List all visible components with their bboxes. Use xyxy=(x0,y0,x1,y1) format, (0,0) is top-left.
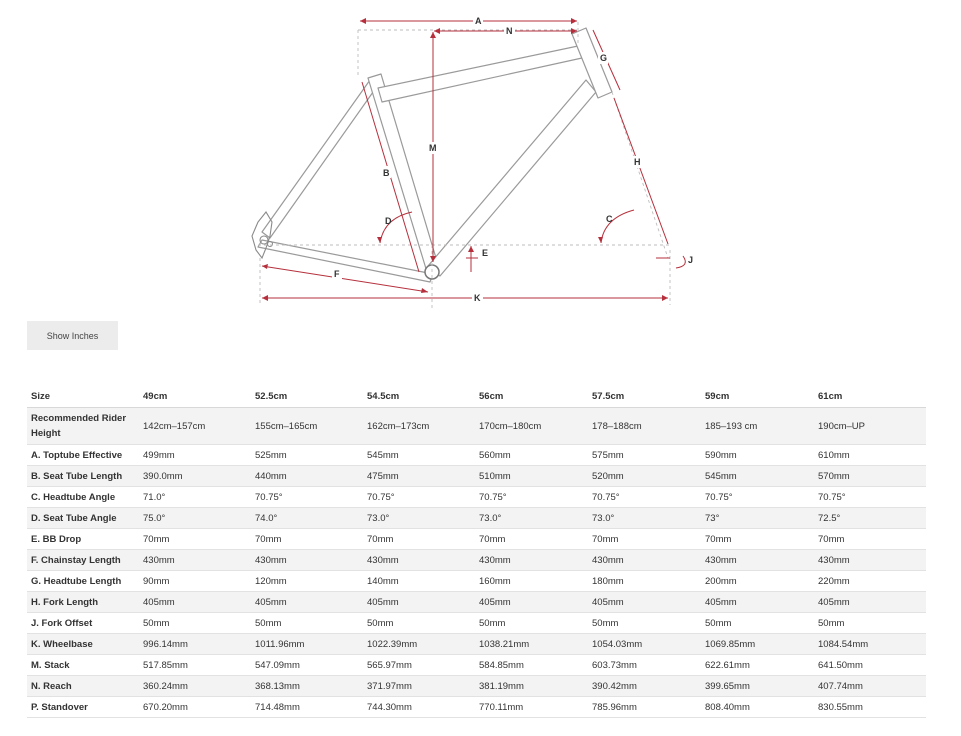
table-cell: 1084.54mm xyxy=(814,634,926,655)
table-cell: 565.97mm xyxy=(363,655,475,676)
table-row xyxy=(27,445,926,466)
row-label: D. Seat Tube Angle xyxy=(27,508,139,529)
table-cell: 70.75° xyxy=(363,487,475,508)
table-cell: 50mm xyxy=(701,613,814,634)
table-cell: 744.30mm xyxy=(363,697,475,718)
table-cell: 185–193 cm xyxy=(701,408,814,445)
table-cell: 510mm xyxy=(475,466,588,487)
label-k: K xyxy=(474,293,481,303)
table-cell: 220mm xyxy=(814,571,926,592)
geometry-table xyxy=(27,386,926,718)
table-cell: 73.0° xyxy=(363,508,475,529)
table-cell: 545mm xyxy=(363,445,475,466)
table-cell: 70mm xyxy=(363,529,475,550)
table-cell: 430mm xyxy=(251,550,363,571)
table-cell: 1069.85mm xyxy=(701,634,814,655)
table-cell: 808.40mm xyxy=(701,697,814,718)
table-cell: 590mm xyxy=(701,445,814,466)
table-cell: 1038.21mm xyxy=(475,634,588,655)
table-header-row xyxy=(27,386,926,408)
table-row xyxy=(27,697,926,718)
table-cell: 390.42mm xyxy=(588,676,701,697)
row-label: B. Seat Tube Length xyxy=(27,466,139,487)
header-size: Size xyxy=(27,386,139,408)
table-cell: 70mm xyxy=(139,529,251,550)
table-cell: 70.75° xyxy=(475,487,588,508)
table-cell: 499mm xyxy=(139,445,251,466)
table-cell: 430mm xyxy=(814,550,926,571)
table-cell: 390.0mm xyxy=(139,466,251,487)
row-label: F. Chainstay Length xyxy=(27,550,139,571)
row-label: C. Headtube Angle xyxy=(27,487,139,508)
row-label: K. Wheelbase xyxy=(27,634,139,655)
table-cell: 50mm xyxy=(139,613,251,634)
table-cell: 399.65mm xyxy=(701,676,814,697)
seat-tube xyxy=(368,74,439,272)
table-cell: 70.75° xyxy=(251,487,363,508)
label-b: B xyxy=(383,168,390,178)
table-row xyxy=(27,550,926,571)
table-cell: 178–188cm xyxy=(588,408,701,445)
label-c: C xyxy=(606,214,613,224)
table-cell: 407.74mm xyxy=(814,676,926,697)
label-a: A xyxy=(475,16,482,26)
table-row xyxy=(27,571,926,592)
table-cell: 430mm xyxy=(588,550,701,571)
table-cell: 74.0° xyxy=(251,508,363,529)
table-cell: 142cm–157cm xyxy=(139,408,251,445)
table-cell: 520mm xyxy=(588,466,701,487)
table-cell: 603.73mm xyxy=(588,655,701,676)
row-label: G. Headtube Length xyxy=(27,571,139,592)
table-cell: 70mm xyxy=(251,529,363,550)
table-cell: 714.48mm xyxy=(251,697,363,718)
table-cell: 405mm xyxy=(814,592,926,613)
table-row xyxy=(27,676,926,697)
table-cell: 517.85mm xyxy=(139,655,251,676)
table-cell: 73.0° xyxy=(475,508,588,529)
row-label: E. BB Drop xyxy=(27,529,139,550)
label-f: F xyxy=(334,269,340,279)
table-cell: 155cm–165cm xyxy=(251,408,363,445)
table-cell: 770.11mm xyxy=(475,697,588,718)
table-cell: 440mm xyxy=(251,466,363,487)
table-cell: 360.24mm xyxy=(139,676,251,697)
table-cell: 670.20mm xyxy=(139,697,251,718)
table-cell: 70.75° xyxy=(701,487,814,508)
table-cell: 830.55mm xyxy=(814,697,926,718)
table-cell: 368.13mm xyxy=(251,676,363,697)
row-label: A. Toptube Effective xyxy=(27,445,139,466)
chainstay-tube xyxy=(258,240,433,282)
table-cell: 180mm xyxy=(588,571,701,592)
down-tube xyxy=(428,80,596,276)
header-49cm: 49cm xyxy=(139,386,251,408)
table-cell: 475mm xyxy=(363,466,475,487)
table-row xyxy=(27,592,926,613)
table-cell: 162cm–173cm xyxy=(363,408,475,445)
table-row xyxy=(27,408,926,445)
label-g: G xyxy=(600,53,608,63)
table-cell: 75.0° xyxy=(139,508,251,529)
table-cell: 170cm–180cm xyxy=(475,408,588,445)
table-cell: 560mm xyxy=(475,445,588,466)
label-d: D xyxy=(385,216,392,226)
table-cell: 50mm xyxy=(588,613,701,634)
table-cell: 70mm xyxy=(814,529,926,550)
table-cell: 70mm xyxy=(701,529,814,550)
header-57-5cm: 57.5cm xyxy=(588,386,701,408)
table-cell: 584.85mm xyxy=(475,655,588,676)
table-row xyxy=(27,634,926,655)
table-cell: 405mm xyxy=(701,592,814,613)
table-cell: 371.97mm xyxy=(363,676,475,697)
table-cell: 50mm xyxy=(814,613,926,634)
seatstay-tube xyxy=(262,80,378,238)
table-row xyxy=(27,613,926,634)
table-cell: 72.5° xyxy=(814,508,926,529)
frame-geometry-diagram xyxy=(0,0,961,315)
table-cell: 785.96mm xyxy=(588,697,701,718)
top-tube xyxy=(378,46,582,102)
dimension-h xyxy=(614,98,668,244)
table-cell: 622.61mm xyxy=(701,655,814,676)
show-inches-button[interactable]: Show Inches xyxy=(27,321,118,350)
table-row xyxy=(27,508,926,529)
table-cell: 140mm xyxy=(363,571,475,592)
table-cell: 50mm xyxy=(475,613,588,634)
header-59cm: 59cm xyxy=(701,386,814,408)
table-cell: 405mm xyxy=(363,592,475,613)
table-cell: 570mm xyxy=(814,466,926,487)
table-row xyxy=(27,466,926,487)
table-cell: 70mm xyxy=(588,529,701,550)
table-cell: 120mm xyxy=(251,571,363,592)
table-cell: 430mm xyxy=(363,550,475,571)
label-m: M xyxy=(429,143,437,153)
label-h: H xyxy=(634,157,641,167)
table-cell: 70mm xyxy=(475,529,588,550)
table-cell: 405mm xyxy=(588,592,701,613)
table-cell: 996.14mm xyxy=(139,634,251,655)
table-cell: 70.75° xyxy=(814,487,926,508)
header-61cm: 61cm xyxy=(814,386,926,408)
table-cell: 545mm xyxy=(701,466,814,487)
row-label: J. Fork Offset xyxy=(27,613,139,634)
table-cell: 1022.39mm xyxy=(363,634,475,655)
row-label: M. Stack xyxy=(27,655,139,676)
table-cell: 73.0° xyxy=(588,508,701,529)
table-cell: 190cm–UP xyxy=(814,408,926,445)
table-cell: 50mm xyxy=(251,613,363,634)
table-cell: 610mm xyxy=(814,445,926,466)
row-label: H. Fork Length xyxy=(27,592,139,613)
table-cell: 430mm xyxy=(139,550,251,571)
table-cell: 547.09mm xyxy=(251,655,363,676)
header-52-5cm: 52.5cm xyxy=(251,386,363,408)
table-cell: 160mm xyxy=(475,571,588,592)
table-row xyxy=(27,487,926,508)
label-j: J xyxy=(688,255,694,265)
label-n: N xyxy=(506,26,513,36)
header-56cm: 56cm xyxy=(475,386,588,408)
table-row xyxy=(27,529,926,550)
table-cell: 405mm xyxy=(139,592,251,613)
table-cell: 71.0° xyxy=(139,487,251,508)
table-cell: 405mm xyxy=(475,592,588,613)
table-cell: 73° xyxy=(701,508,814,529)
table-cell: 405mm xyxy=(251,592,363,613)
table-cell: 430mm xyxy=(701,550,814,571)
table-cell: 381.19mm xyxy=(475,676,588,697)
table-cell: 70.75° xyxy=(588,487,701,508)
table-cell: 90mm xyxy=(139,571,251,592)
label-e: E xyxy=(482,248,489,258)
table-cell: 200mm xyxy=(701,571,814,592)
table-cell: 50mm xyxy=(363,613,475,634)
header-54-5cm: 54.5cm xyxy=(363,386,475,408)
row-label: N. Reach xyxy=(27,676,139,697)
table-cell: 575mm xyxy=(588,445,701,466)
row-label: Recommended Rider Height xyxy=(27,408,139,445)
table-cell: 430mm xyxy=(475,550,588,571)
table-row xyxy=(27,655,926,676)
row-label: P. Standover xyxy=(27,697,139,718)
table-cell: 1054.03mm xyxy=(588,634,701,655)
table-cell: 1011.96mm xyxy=(251,634,363,655)
table-cell: 641.50mm xyxy=(814,655,926,676)
table-cell: 525mm xyxy=(251,445,363,466)
